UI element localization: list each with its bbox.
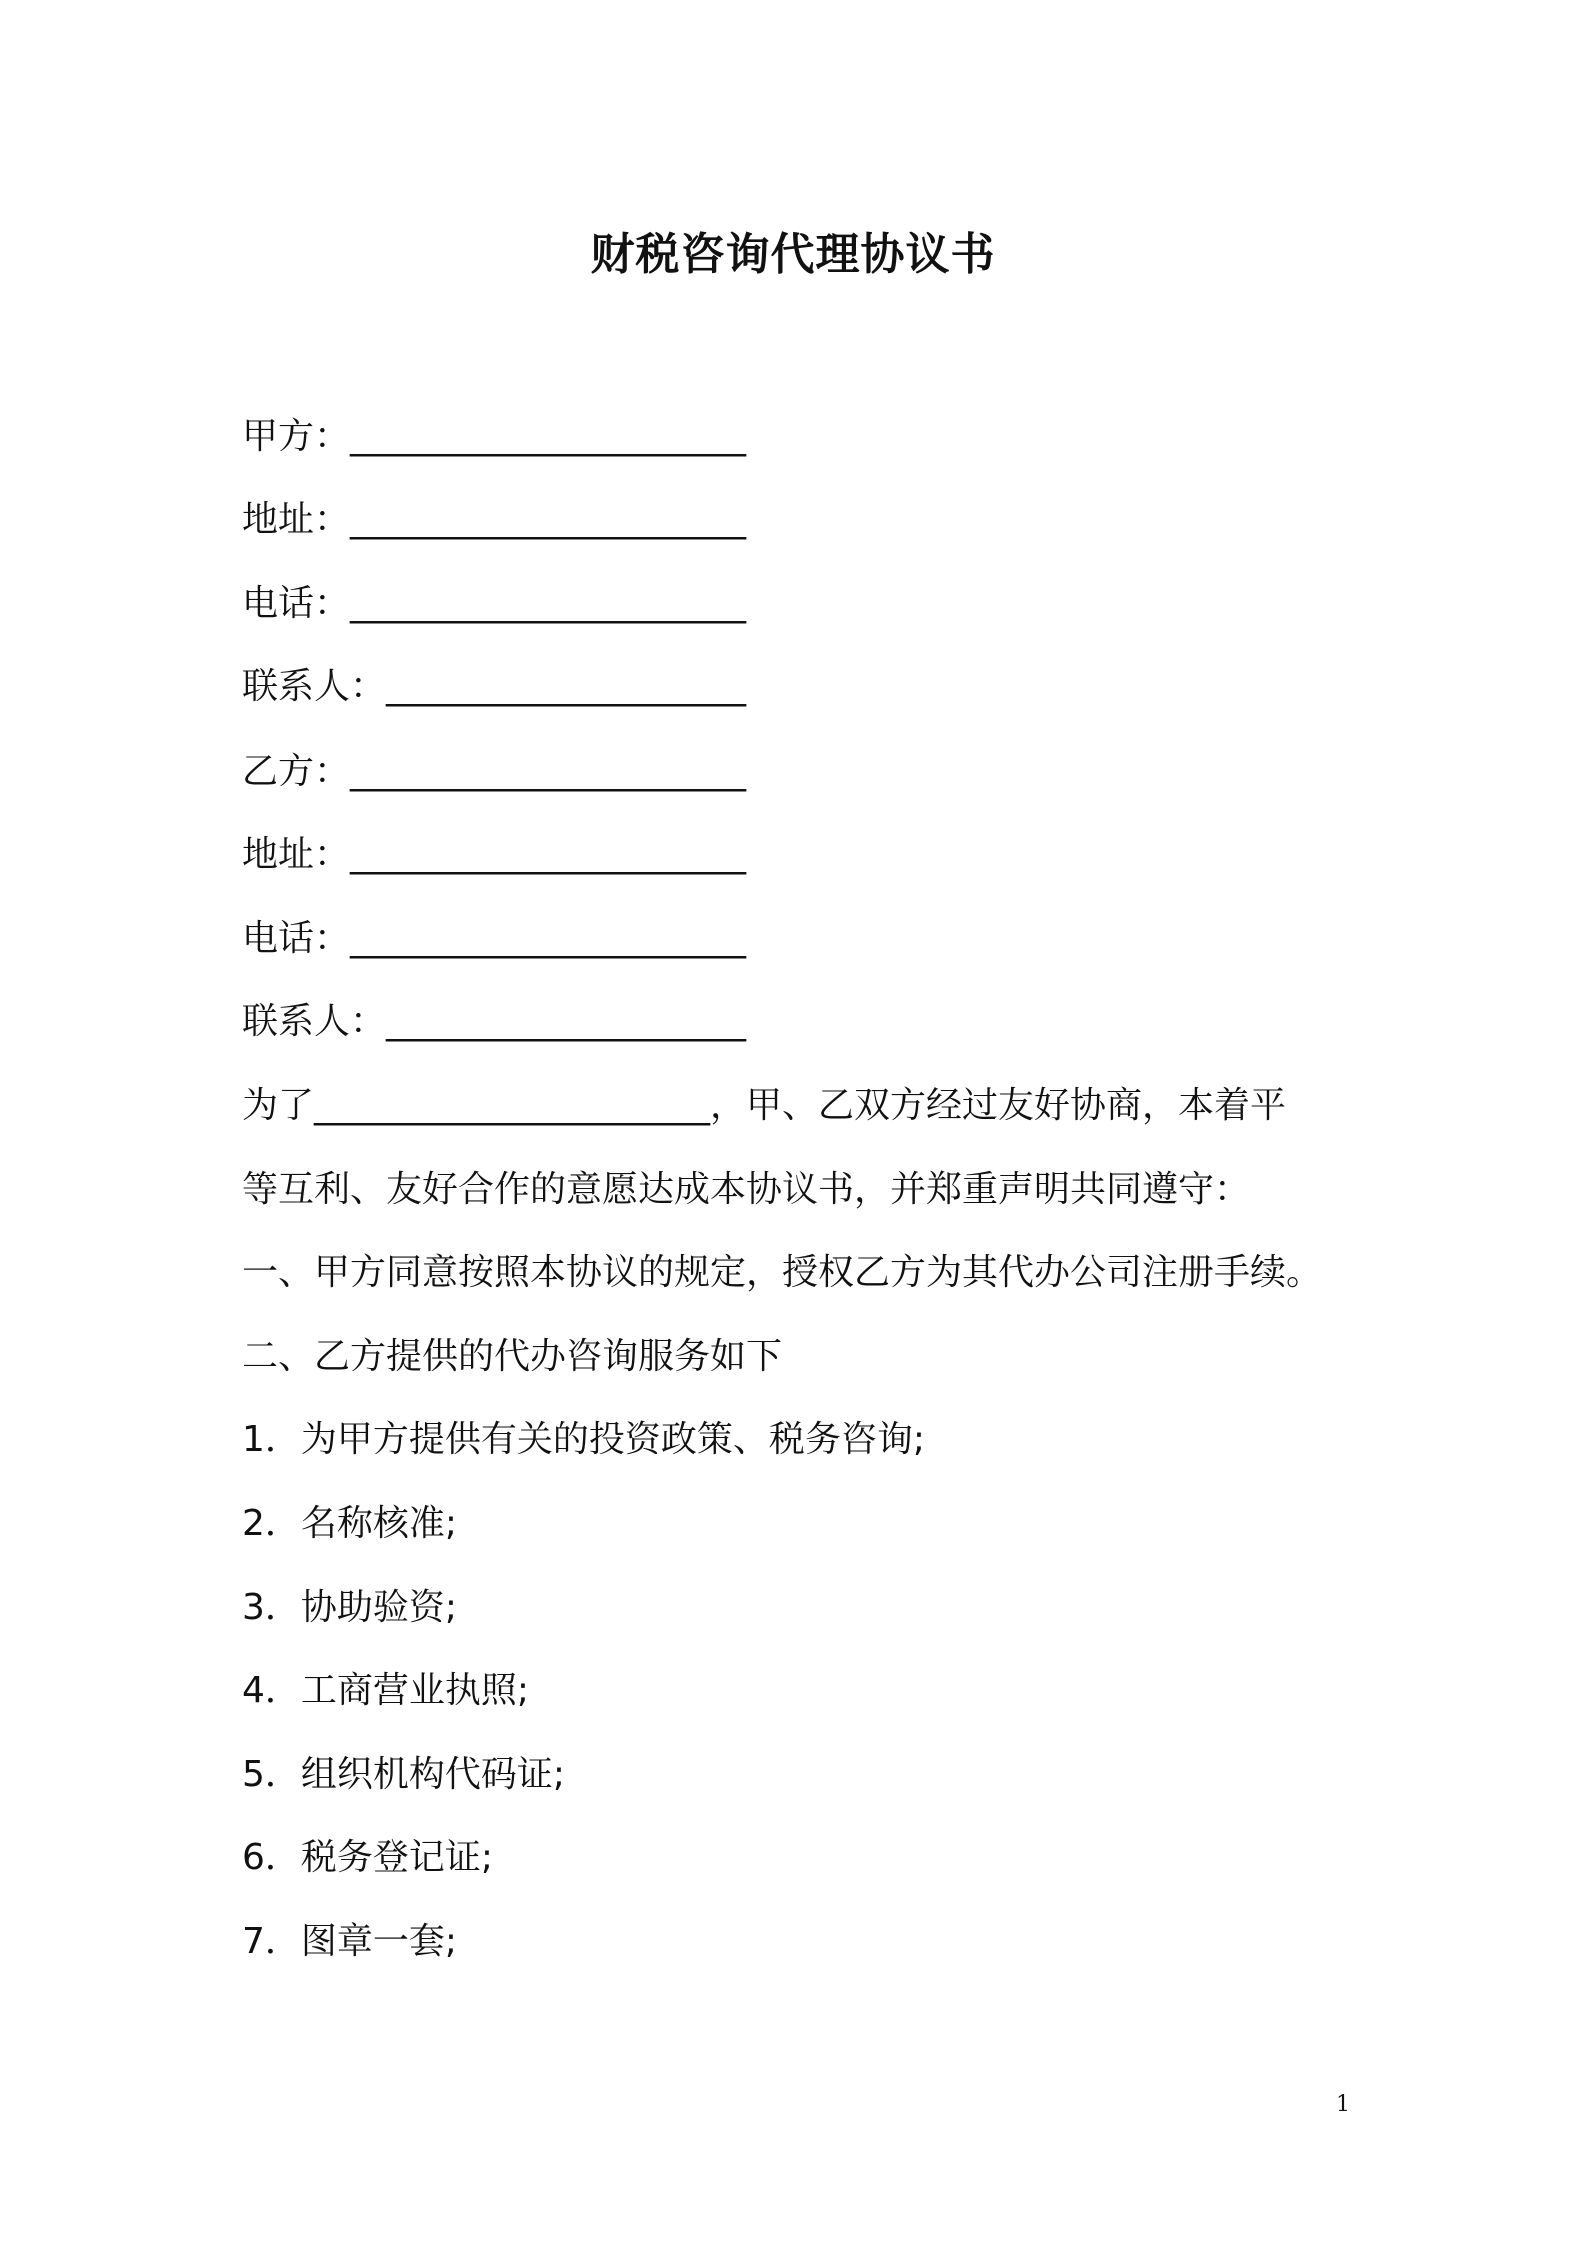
party-b-name-line: 乙方：______________________ bbox=[242, 751, 747, 792]
page-number: 1 bbox=[1336, 2092, 1350, 2117]
service-item-4: 4．工商营业执照; bbox=[242, 1670, 530, 1711]
document-title: 财税咨询代理协议书 bbox=[590, 229, 996, 280]
service-item-5: 5．组织机构代码证; bbox=[242, 1754, 566, 1795]
service-item-1: 1．为甲方提供有关的投资政策、税务咨询; bbox=[242, 1419, 926, 1460]
preamble-line-2: 等互利、友好合作的意愿达成本协议书，并郑重声明共同遵守： bbox=[242, 1169, 1251, 1210]
clause-2-heading: 二、乙方提供的代办咨询服务如下 bbox=[242, 1336, 783, 1377]
party-a-contact-line: 联系人：____________________ bbox=[242, 666, 747, 707]
service-item-2: 2．名称核准; bbox=[242, 1503, 458, 1544]
preamble-line-1: 为了______________________，甲、乙双方经过友好协商，本着平 bbox=[242, 1085, 1287, 1126]
clause-1: 一、甲方同意按照本协议的规定，授权乙方为其代办公司注册手续。 bbox=[242, 1252, 1323, 1293]
party-a-phone-line: 电话：______________________ bbox=[242, 583, 747, 624]
service-item-3: 3．协助验资; bbox=[242, 1587, 458, 1628]
party-b-contact-line: 联系人：____________________ bbox=[242, 1001, 747, 1042]
party-b-address-line: 地址：______________________ bbox=[242, 834, 747, 875]
service-item-7: 7．图章一套; bbox=[242, 1921, 458, 1962]
party-a-name-line: 甲方：______________________ bbox=[242, 416, 747, 457]
party-b-phone-line: 电话：______________________ bbox=[242, 918, 747, 959]
service-item-6: 6．税务登记证; bbox=[242, 1837, 494, 1878]
party-a-address-line: 地址：______________________ bbox=[242, 499, 747, 540]
